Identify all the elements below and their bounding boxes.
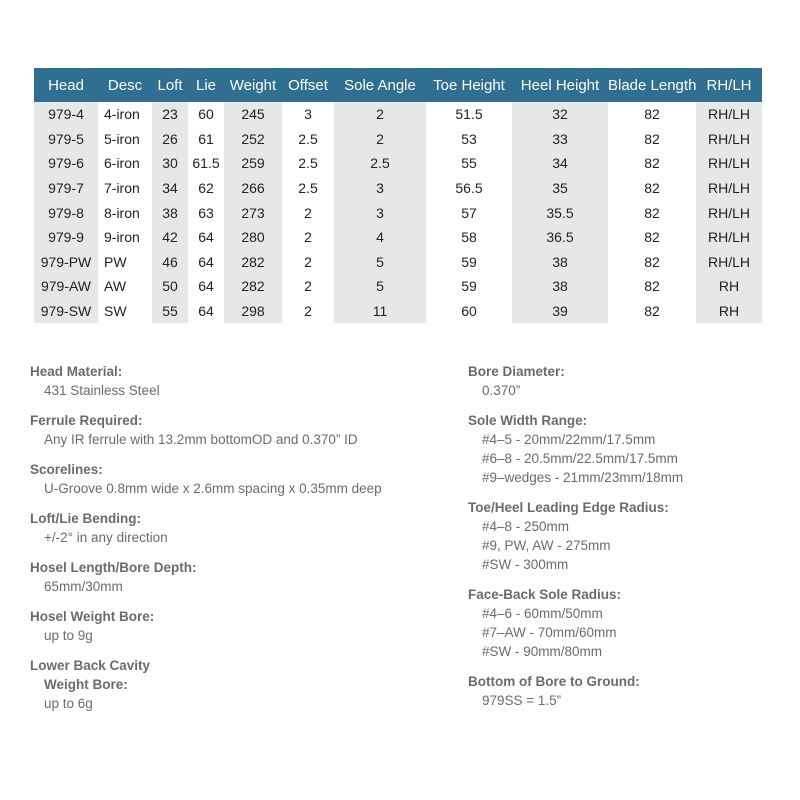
table-cell: 60: [461, 303, 477, 320]
spec-value: U-Groove 0.8mm wide x 2.6mm spacing x 0.35mm deep: [44, 481, 382, 496]
table-cell: 282: [224, 250, 282, 275]
table-cell: RH/LH: [696, 200, 762, 225]
spec-label: Head Material:: [30, 364, 123, 379]
table-cell: 64: [198, 253, 214, 270]
spec-value: 65mm/30mm: [44, 579, 123, 594]
table-cell: 2: [334, 102, 426, 127]
specs-left-column: [30, 362, 430, 724]
table-cell: 59: [461, 253, 477, 270]
table-cell: RH/LH: [696, 127, 762, 152]
table-cell: AW: [104, 278, 127, 295]
table-cell: 979-AW: [34, 274, 98, 299]
table-cell: 42: [152, 225, 188, 250]
spec-label: Scorelines:: [30, 462, 103, 477]
table-cell: 63: [198, 204, 214, 221]
table-cell: 5: [334, 250, 426, 275]
table-cell: 6-iron: [104, 155, 140, 172]
table-cell: 35: [512, 176, 608, 201]
spec-value: #7–AW - 70mm/60mm: [482, 625, 617, 640]
table-cell: 8-iron: [104, 204, 140, 221]
table-cell: 2: [304, 253, 312, 270]
table-cell: 64: [198, 278, 214, 295]
table-cell: 26: [152, 127, 188, 152]
table-cell: 266: [224, 176, 282, 201]
table-cell: 2: [304, 229, 312, 246]
table-cell: 979-PW: [34, 250, 98, 275]
spec-value: 979SS = 1.5”: [482, 693, 562, 708]
spec-value: #9, PW, AW - 275mm: [482, 538, 611, 553]
table-cell: 979-8: [34, 200, 98, 225]
table-cell: 82: [644, 180, 660, 197]
table-cell: 38: [512, 250, 608, 275]
spec-block: [30, 656, 430, 713]
table-cell: 2.5: [298, 130, 318, 147]
table-cell: 979-9: [34, 225, 98, 250]
table-cell: 5: [334, 274, 426, 299]
column-header-toe-height: Toe Height: [426, 68, 512, 102]
table-cell: 2: [304, 303, 312, 320]
spec-block: [468, 672, 788, 710]
table-cell: 51.5: [455, 106, 483, 123]
table-cell: 33: [512, 127, 608, 152]
table-cell: 2.5: [334, 151, 426, 176]
table-cell: 2.5: [298, 180, 318, 197]
table-cell: RH/LH: [696, 225, 762, 250]
table-cell: 3: [304, 106, 312, 123]
spec-value: Any IR ferrule with 13.2mm bottomOD and 0.370” ID: [44, 432, 358, 447]
table-cell: 36.5: [512, 225, 608, 250]
spec-label: Hosel Weight Bore:: [30, 609, 155, 624]
table-cell: 979-SW: [34, 299, 98, 324]
spec-label: Lower Back Cavity: [30, 658, 151, 673]
table-cell: 82: [644, 253, 660, 270]
table-cell: 273: [224, 200, 282, 225]
table-cell: 35.5: [512, 200, 608, 225]
spec-block: [30, 607, 430, 645]
table-cell: SW: [104, 303, 127, 320]
table-cell: 46: [152, 250, 188, 275]
table-row: [34, 176, 762, 201]
table-cell: PW: [104, 253, 127, 270]
table-cell: 979-5: [34, 127, 98, 152]
table-cell: 82: [644, 278, 660, 295]
table-cell: 32: [512, 102, 608, 127]
column-header-hand: RH/LH: [696, 68, 762, 102]
spec-value: 431 Stainless Steel: [44, 383, 160, 398]
table-row: [34, 225, 762, 250]
column-header-sole-angle: Sole Angle: [334, 68, 426, 102]
table-cell: 62: [198, 180, 214, 197]
spec-value: up to 9g: [44, 628, 93, 643]
table-cell: 3: [334, 200, 426, 225]
spec-label: Hosel Length/Bore Depth:: [30, 560, 197, 575]
spec-label: Bore Diameter:: [468, 364, 565, 379]
table-cell: 7-iron: [104, 180, 140, 197]
table-cell: 979-7: [34, 176, 98, 201]
spec-value: #SW - 90mm/80mm: [482, 644, 603, 659]
table-cell: 55: [461, 155, 477, 172]
table-cell: 2: [304, 204, 312, 221]
table-cell: RH/LH: [696, 151, 762, 176]
table-cell: 58: [461, 229, 477, 246]
table-cell: 4-iron: [104, 106, 140, 123]
spec-block: [468, 585, 788, 661]
table-cell: 34: [512, 151, 608, 176]
specs-right-column: [468, 362, 788, 721]
spec-value: 0.370”: [482, 383, 521, 398]
spec-label: Ferrule Required:: [30, 413, 143, 428]
spec-label: Sole Width Range:: [468, 413, 588, 428]
table-cell: 2.5: [298, 155, 318, 172]
spec-value: up to 6g: [44, 696, 93, 711]
spec-block: [30, 411, 430, 449]
table-cell: 5-iron: [104, 130, 140, 147]
table-cell: 55: [152, 299, 188, 324]
table-row: [34, 151, 762, 176]
table-cell: 82: [644, 303, 660, 320]
column-header-head: Head: [34, 68, 98, 102]
table-cell: 61.5: [192, 155, 220, 172]
table-cell: 82: [644, 229, 660, 246]
table-cell: RH/LH: [696, 102, 762, 127]
column-header-offset: Offset: [282, 68, 334, 102]
column-header-blade-length: Blade Length: [608, 68, 696, 102]
table-cell: RH: [696, 274, 762, 299]
table-cell: 60: [198, 106, 214, 123]
column-header-desc: Desc: [98, 68, 152, 102]
table-cell: 34: [152, 176, 188, 201]
table-cell: 979-4: [34, 102, 98, 127]
table-cell: 245: [224, 102, 282, 127]
table-cell: 38: [152, 200, 188, 225]
table-cell: 11: [334, 299, 426, 324]
table-cell: 9-iron: [104, 229, 140, 246]
specs-table: [34, 68, 762, 323]
table-cell: 979-6: [34, 151, 98, 176]
table-cell: 61: [198, 130, 214, 147]
table-row: [34, 127, 762, 152]
table-row: [34, 299, 762, 324]
table-cell: 82: [644, 204, 660, 221]
table-cell: 64: [198, 229, 214, 246]
spec-label: Loft/Lie Bending:: [30, 511, 141, 526]
spec-block: [468, 362, 788, 400]
table-row: [34, 200, 762, 225]
spec-label: Weight Bore:: [44, 677, 128, 692]
table-cell: 298: [224, 299, 282, 324]
spec-label: Toe/Heel Leading Edge Radius:: [468, 500, 669, 515]
table-cell: 3: [334, 176, 426, 201]
spec-value: #9–wedges - 21mm/23mm/18mm: [482, 470, 684, 485]
table-cell: 57: [461, 204, 477, 221]
table-cell: RH: [696, 299, 762, 324]
spec-value: #SW - 300mm: [482, 557, 569, 572]
spec-block: [468, 411, 788, 487]
table-cell: 59: [461, 278, 477, 295]
spec-block: [468, 498, 788, 574]
table-cell: 2: [304, 278, 312, 295]
table-cell: 82: [644, 106, 660, 123]
spec-value: +/-2° in any direction: [44, 530, 168, 545]
table-cell: 280: [224, 225, 282, 250]
table-cell: 4: [334, 225, 426, 250]
table-cell: 23: [152, 102, 188, 127]
table-cell: RH/LH: [696, 250, 762, 275]
table-cell: 2: [334, 127, 426, 152]
table-row: [34, 274, 762, 299]
table-cell: 30: [152, 151, 188, 176]
table-cell: RH/LH: [696, 176, 762, 201]
spec-value: #6–8 - 20.5mm/22.5mm/17.5mm: [482, 451, 678, 466]
column-header-heel-height: Heel Height: [512, 68, 608, 102]
table-cell: 50: [152, 274, 188, 299]
spec-value: #4–5 - 20mm/22mm/17.5mm: [482, 432, 656, 447]
table-row: [34, 102, 762, 127]
table-cell: 39: [512, 299, 608, 324]
table-cell: 56.5: [455, 180, 483, 197]
table-cell: 82: [644, 155, 660, 172]
spec-label: Face-Back Sole Radius:: [468, 587, 622, 602]
spec-value: #4–6 - 60mm/50mm: [482, 606, 603, 621]
spec-value: #4–8 - 250mm: [482, 519, 570, 534]
table-cell: 82: [644, 130, 660, 147]
table-cell: 53: [461, 130, 477, 147]
spec-block: [30, 460, 430, 498]
spec-label: Bottom of Bore to Ground:: [468, 674, 640, 689]
table-row: [34, 250, 762, 275]
table-cell: 252: [224, 127, 282, 152]
table-header-row: [34, 68, 762, 102]
table-cell: 38: [512, 274, 608, 299]
column-header-lie: Lie: [188, 68, 224, 102]
column-header-weight: Weight: [224, 68, 282, 102]
column-header-loft: Loft: [152, 68, 188, 102]
spec-block: [30, 558, 430, 596]
table-cell: 259: [224, 151, 282, 176]
spec-block: [30, 509, 430, 547]
spec-block: [30, 362, 430, 400]
table-cell: 64: [198, 303, 214, 320]
table-cell: 282: [224, 274, 282, 299]
